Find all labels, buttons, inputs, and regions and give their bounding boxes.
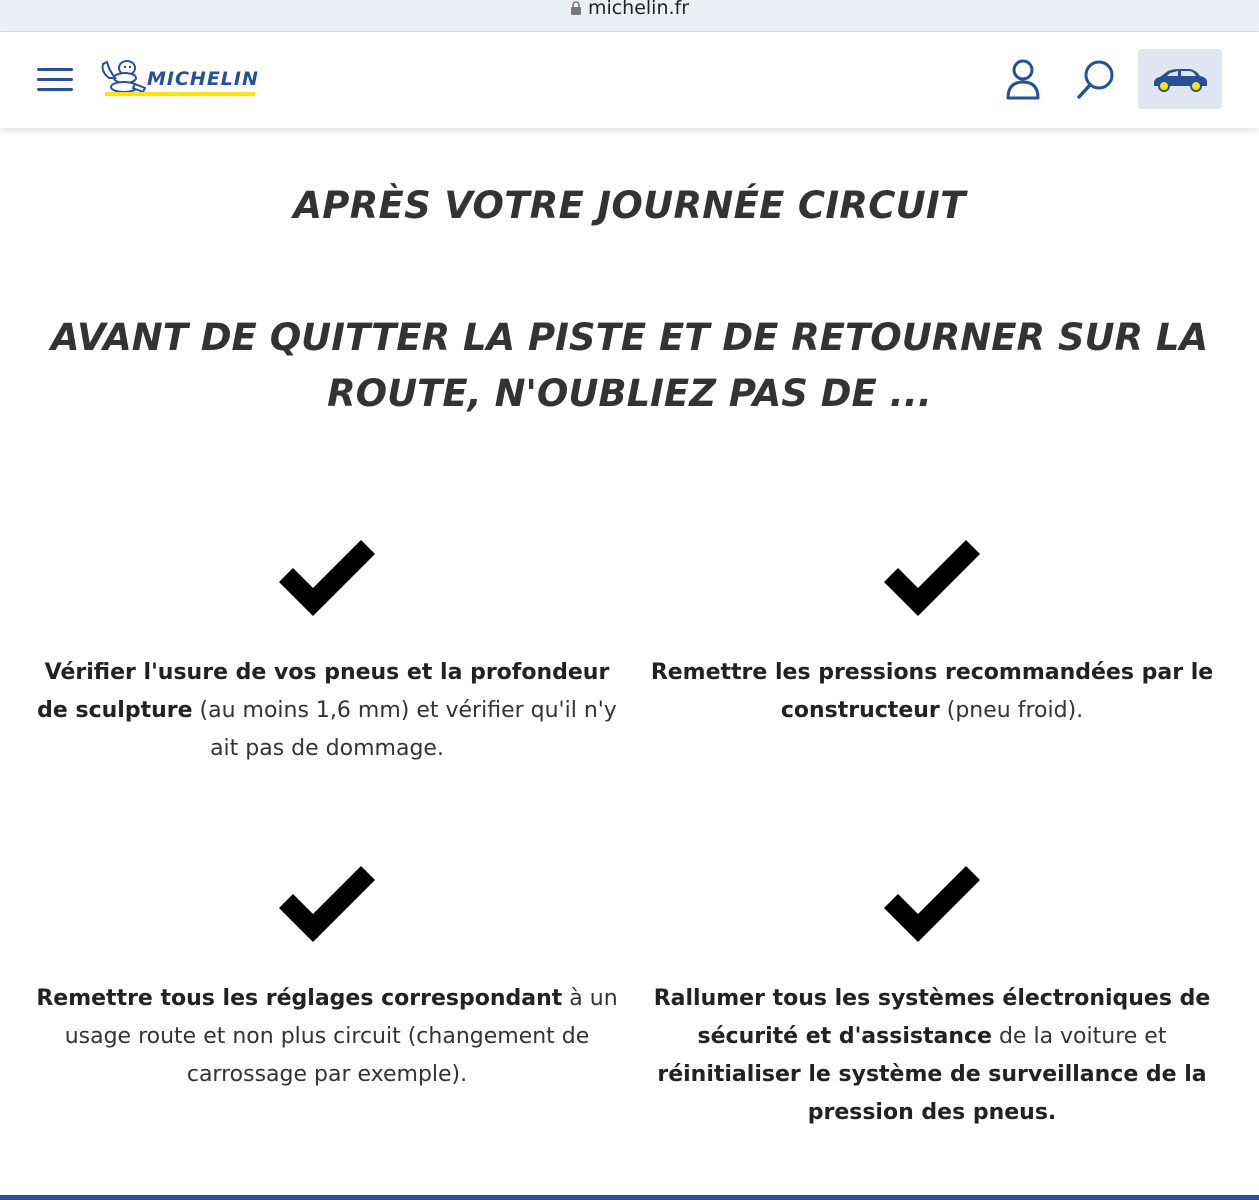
checkmark-icon: [882, 864, 982, 946]
logo-underline: [105, 92, 255, 96]
url-display[interactable]: [570, 0, 689, 19]
checklist-text: Vérifier l'usure de vos pneus et la profondeur de sculpture (au moins 1,6 mm) et vérifier qu'il n'y ait pas de dommage.: [37, 660, 617, 761]
menu-icon[interactable]: [37, 68, 73, 92]
checkmark-icon: [277, 864, 377, 946]
checklist-text: Remettre les pressions recommandées par le constructeur (pneu froid).: [650, 660, 1214, 723]
browser-url-bar[interactable]: [0, 0, 1259, 32]
michelin-logo[interactable]: [95, 58, 290, 102]
url-text: michelin.fr: [587, 0, 690, 19]
car-icon: [1150, 67, 1210, 93]
page-title: APRÈS VOTRE JOURNÉE CIRCUIT: [293, 184, 966, 227]
checklist-text: Remettre tous les réglages correspondant à un usage route et non plus circuit (changement de carrossage par exemple).: [36, 986, 618, 1087]
checkmark-icon: [882, 538, 982, 620]
lock-icon: [570, 1, 582, 15]
search-icon[interactable]: [1071, 56, 1121, 106]
checklist-item: [637, 538, 1227, 730]
site-header: [0, 32, 1259, 128]
checklist-text: Rallumer tous les systèmes électroniques de sécurité et d'assistance de la voiture et réinitialiser le système de surveillance de la pression des pneus.: [653, 986, 1211, 1125]
section-subtitle: AVANT DE QUITTER LA PISTE ET DE RETOURNER SUR LA ROUTE, N'OUBLIEZ PAS DE ...: [50, 316, 1209, 415]
checklist-item: [32, 538, 622, 768]
user-icon[interactable]: [998, 56, 1048, 106]
vehicle-button[interactable]: [1138, 49, 1222, 109]
checklist-item: [32, 864, 622, 1094]
logo-text: MICHELIN: [147, 68, 259, 90]
checkmark-icon: [277, 538, 377, 620]
checklist-item: [637, 864, 1227, 1132]
footer-divider: [0, 1195, 1259, 1200]
